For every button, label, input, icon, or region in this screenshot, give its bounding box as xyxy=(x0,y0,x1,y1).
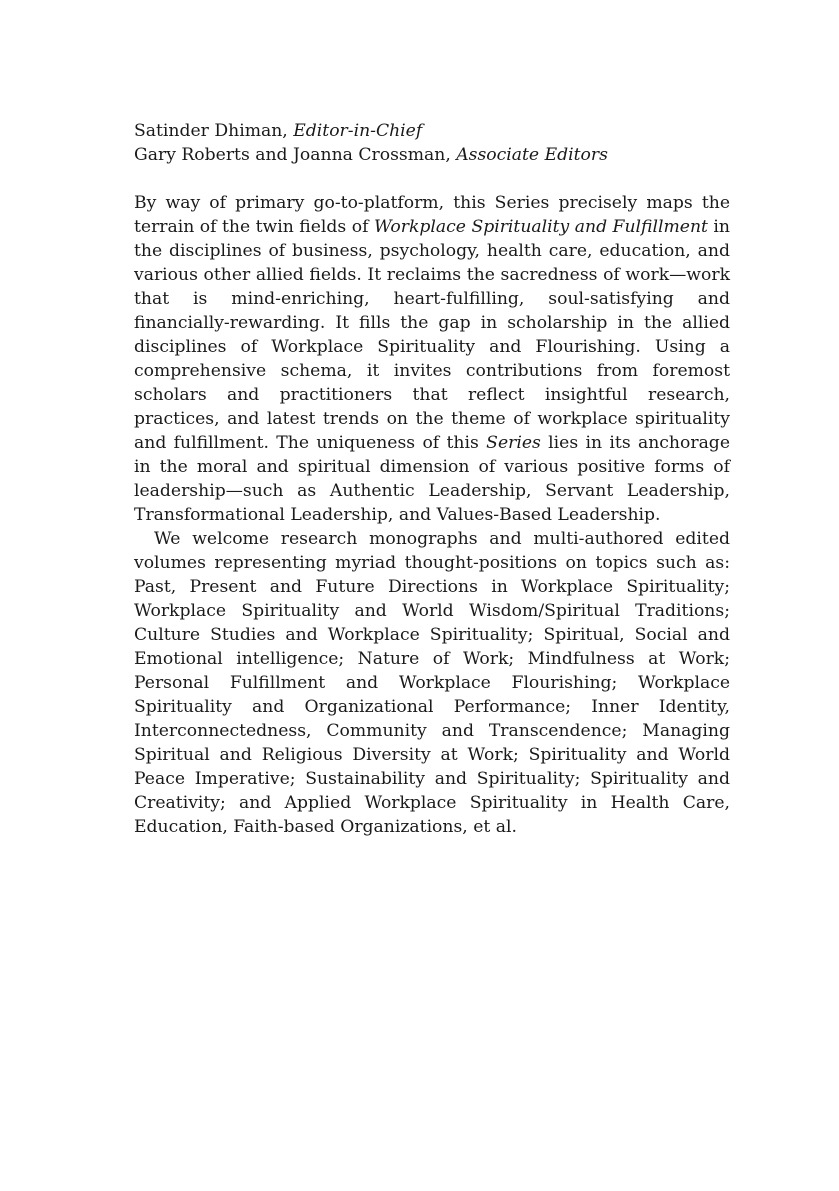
associate-editors-names: Gary Roberts and Joanna Crossman, xyxy=(134,145,457,165)
editor-in-chief-line xyxy=(134,119,730,143)
series-word: Series xyxy=(486,433,541,453)
editor-in-chief-title: Editor-in-Chief xyxy=(293,121,423,141)
associate-editors-title: Associate Editors xyxy=(456,145,608,165)
paragraph-topics: We welcome research monographs and multi-authored edited volumes representing myriad thought-positions on topics such as: Past, Present and Future Directions in Workplace Spirituality; Workplace Spirituality and World Wisdom/Spiritual Traditions; Culture Studies and Workplace Spirituality; Spiritual, Social and Emotional intelligence; Nature of Work; Mindfulness at Work; Personal Fulfillment and Workplace Flourishing; Workplace Spirituality and Organizational Performance; Inner Identity, Interconnectedness, Community and Transcendence; Managing Spiritual and Religious Diversity at Work; Spirituality and World Peace Imperative; Sustainability and Spirituality; Spirituality and Creativity; and Applied Workplace Spirituality in Health Care, Education, Faith-based Organizations, et al. xyxy=(134,529,730,837)
associate-editors-line xyxy=(134,143,730,167)
series-name: Workplace Spirituality and Fulfillment xyxy=(373,217,708,237)
editor-in-chief-name: Satinder Dhiman, xyxy=(134,121,294,141)
paragraph1-part3: lies in its anchorage in the moral and spiritual dimension of various positive forms of leadership—such as Authentic Leadership, Servant Leadership, Transformational Leadership, and Values-Based Leadership. xyxy=(134,433,730,525)
editors-block xyxy=(134,119,730,167)
paragraph1-part1: By way of primary go-to-platform, this Series precisely maps the terrain of the twin fields of xyxy=(134,193,730,237)
series-description xyxy=(134,191,730,839)
page-content xyxy=(134,119,730,839)
paragraph-series-overview xyxy=(134,191,730,527)
paragraph1-part2: in the disciplines of business, psychology, health care, education, and various other allied fields. It reclaims the sacredness of work—work that is mind-enriching, heart-fulfilling, soul-satisfying and financially-rewarding. It fills the gap in scholarship in the allied disciplines of Workplace Spirituality and Flourishing. Using a comprehensive schema, it invites contributions from foremost scholars and practitioners that reflect insightful research, practices, and latest trends on the theme of workplace spirituality and fulfillment. The uniqueness of this xyxy=(134,217,731,453)
